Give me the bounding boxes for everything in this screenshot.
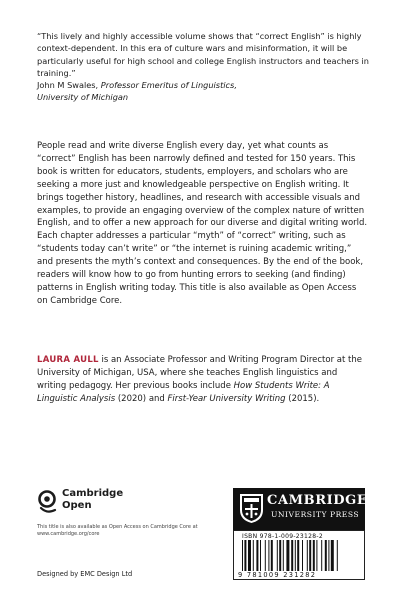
previous-book-1: How Students Write: A Linguistic Analysis bbox=[37, 380, 330, 404]
barcode-bar bbox=[297, 540, 299, 571]
barcode-bar bbox=[328, 540, 329, 571]
barcode-bar bbox=[331, 540, 334, 571]
publisher-name-line2: UNIVERSITY PRESS bbox=[271, 510, 360, 519]
isbn-label: ISBN 978-1-009-23128-2 bbox=[242, 533, 323, 540]
cambridge-open-line2: Open bbox=[62, 500, 92, 511]
barcode-bar bbox=[242, 540, 243, 571]
barcode-bar bbox=[271, 540, 273, 571]
author-bio bbox=[37, 354, 369, 406]
barcode-bar bbox=[309, 540, 311, 571]
attribution-name: John M Swales, bbox=[37, 80, 99, 91]
open-access-note: This title is also available as Open Access on Cambridge Core at www.cambridge.org/core bbox=[37, 524, 198, 537]
barcode-bar bbox=[302, 540, 303, 571]
barcode-bar bbox=[313, 540, 315, 571]
attribution-title: Professor Emeritus of Linguistics, bbox=[100, 80, 237, 91]
publisher-name-line1: CAMBRIDGE bbox=[267, 493, 368, 508]
barcode-bar bbox=[277, 540, 278, 571]
isbn-barcode-block bbox=[233, 530, 365, 580]
publisher-logo bbox=[233, 488, 368, 530]
cambridge-open-wordmark bbox=[62, 488, 123, 512]
barcode-bar bbox=[268, 540, 269, 571]
attribution-affiliation: University of Michigan bbox=[37, 92, 129, 103]
previous-book-2: First-Year University Writing bbox=[167, 393, 286, 404]
barcode-bar bbox=[260, 540, 261, 571]
barcode-bar bbox=[321, 540, 322, 571]
barcode-bar bbox=[316, 540, 317, 571]
bio-text-1: is an Associate Professor and Writing Program Director at the University of Michigan, USA, where she teaches English linguistics and writing pedagogy. Her previous books include bbox=[37, 355, 362, 391]
barcode-bar bbox=[248, 540, 251, 571]
barcode-icon bbox=[242, 540, 358, 571]
barcode-bar bbox=[244, 540, 246, 571]
barcode-bar bbox=[265, 540, 266, 571]
barcode-bar bbox=[337, 540, 338, 571]
barcode-bar bbox=[253, 540, 254, 571]
barcode-bar bbox=[283, 540, 284, 571]
designer-credit: Designed by EMC Design Ltd bbox=[37, 570, 133, 578]
bio-text-3: (2015). bbox=[285, 393, 320, 404]
barcode-bar bbox=[256, 540, 258, 571]
book-description: People read and write diverse English every day, yet what counts as “correct” English has been narrowly defined and tested for 150 years. This book is written for educators, students, employers, and scholars who are seeking a more just and knowledgeable perspective on English writing. It brings together history, headlines, and research with accessible visuals and examples, to provide an engaging overview of the complex nature of written English, and to offer a new approach for our diverse and digital writing world. Each chapter addresses a particular “myth” of “correct” writing, such as “students today can’t write” or “the internet is ruining academic writing,” and presents the myth’s context and consequences. By the end of the book, readers will know how to go from hunting errors to seeking (and finding) patterns in English writing today. This title is also available as Open Access on Cambridge Core. bbox=[37, 141, 368, 306]
barcode-bar bbox=[295, 540, 296, 571]
barcode-digits: 9 781009 231282 bbox=[238, 571, 317, 579]
bio-text-2: (2020) and bbox=[115, 393, 168, 404]
barcode-bar bbox=[279, 540, 281, 571]
author-name: LAURA AULL bbox=[37, 355, 99, 365]
barcode-bar bbox=[291, 540, 293, 571]
quote-attribution bbox=[37, 80, 237, 90]
barcode-bar bbox=[307, 540, 308, 571]
quote-text: “This lively and highly accessible volume shows that “correct English” is highly context-dependent. In this era of culture wars and misinformation, it will be particularly useful for high school and college English instructors and teachers in training.” bbox=[37, 31, 369, 78]
barcode-bar bbox=[325, 540, 327, 571]
cambridge-crest-icon bbox=[239, 493, 264, 524]
endorsement-quote bbox=[37, 30, 369, 104]
barcode-bar bbox=[286, 540, 289, 571]
cambridge-open-line1: Cambridge bbox=[62, 488, 124, 499]
